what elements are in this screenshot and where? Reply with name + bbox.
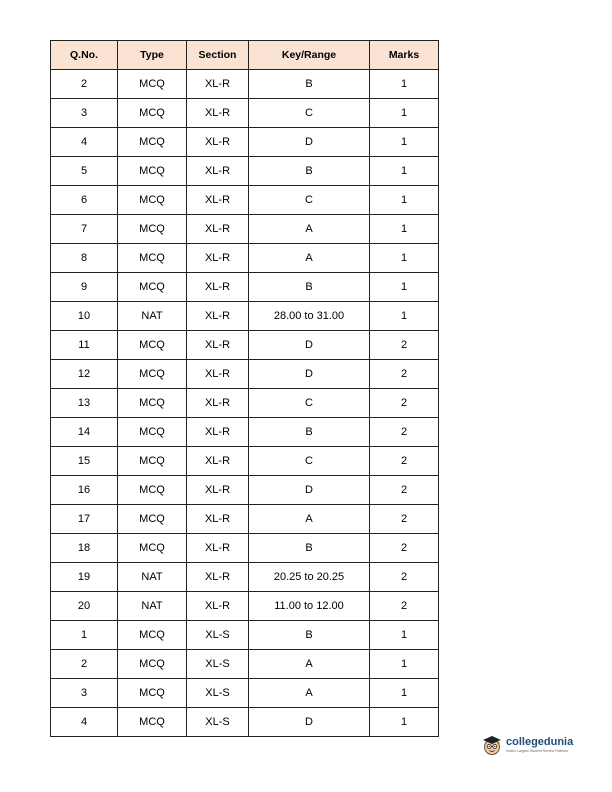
cell-type: MCQ — [118, 679, 187, 708]
table-row — [51, 244, 439, 273]
cell-type: MCQ — [118, 505, 187, 534]
cell-section: XL-R — [187, 215, 249, 244]
cell-section: XL-S — [187, 650, 249, 679]
cell-marks: 2 — [370, 534, 439, 563]
cell-type: MCQ — [118, 157, 187, 186]
cell-marks: 1 — [370, 708, 439, 737]
cell-key-range: D — [249, 476, 370, 505]
header-marks: Marks — [370, 41, 439, 70]
cell-key-range: 20.25 to 20.25 — [249, 563, 370, 592]
cell-type: MCQ — [118, 447, 187, 476]
cell-qno: 4 — [51, 708, 118, 737]
cell-section: XL-R — [187, 447, 249, 476]
cell-section: XL-R — [187, 476, 249, 505]
cell-qno: 14 — [51, 418, 118, 447]
cell-type: MCQ — [118, 244, 187, 273]
cell-type: MCQ — [118, 128, 187, 157]
cell-marks: 2 — [370, 592, 439, 621]
cell-marks: 1 — [370, 302, 439, 331]
collegedunia-logo — [481, 732, 607, 758]
cell-key-range: A — [249, 215, 370, 244]
cell-section: XL-R — [187, 157, 249, 186]
cell-key-range: B — [249, 273, 370, 302]
cell-section: XL-R — [187, 99, 249, 128]
cell-section: XL-R — [187, 389, 249, 418]
cell-qno: 17 — [51, 505, 118, 534]
table-body — [51, 70, 439, 737]
cell-marks: 1 — [370, 186, 439, 215]
cell-section: XL-R — [187, 273, 249, 302]
header-section: Section — [187, 41, 249, 70]
cell-section: XL-R — [187, 592, 249, 621]
cell-section: XL-R — [187, 360, 249, 389]
table-row — [51, 505, 439, 534]
table-row — [51, 534, 439, 563]
cell-marks: 1 — [370, 650, 439, 679]
cell-qno: 20 — [51, 592, 118, 621]
cell-key-range: D — [249, 708, 370, 737]
cell-marks: 1 — [370, 621, 439, 650]
cell-section: XL-R — [187, 186, 249, 215]
cell-marks: 1 — [370, 128, 439, 157]
table-row — [51, 679, 439, 708]
table-row — [51, 360, 439, 389]
table-row — [51, 563, 439, 592]
cell-type: MCQ — [118, 650, 187, 679]
table-row — [51, 215, 439, 244]
cell-qno: 10 — [51, 302, 118, 331]
cell-marks: 1 — [370, 70, 439, 99]
table-row — [51, 273, 439, 302]
cell-marks: 2 — [370, 360, 439, 389]
cell-key-range: C — [249, 99, 370, 128]
cell-marks: 2 — [370, 331, 439, 360]
cell-qno: 2 — [51, 70, 118, 99]
cell-key-range: 28.00 to 31.00 — [249, 302, 370, 331]
header-row — [51, 41, 439, 70]
cell-marks: 1 — [370, 157, 439, 186]
cell-type: MCQ — [118, 70, 187, 99]
cell-section: XL-R — [187, 302, 249, 331]
cell-key-range: D — [249, 128, 370, 157]
cell-qno: 3 — [51, 99, 118, 128]
cell-type: MCQ — [118, 476, 187, 505]
cell-marks: 1 — [370, 679, 439, 708]
cell-section: XL-S — [187, 679, 249, 708]
cell-qno: 6 — [51, 186, 118, 215]
cell-section: XL-S — [187, 708, 249, 737]
cell-qno: 9 — [51, 273, 118, 302]
table-row — [51, 592, 439, 621]
cell-section: XL-R — [187, 563, 249, 592]
cell-key-range: C — [249, 447, 370, 476]
cell-qno: 7 — [51, 215, 118, 244]
table-row — [51, 650, 439, 679]
cell-qno: 15 — [51, 447, 118, 476]
header-qno: Q.No. — [51, 41, 118, 70]
cell-type: NAT — [118, 302, 187, 331]
cell-type: NAT — [118, 592, 187, 621]
cell-section: XL-R — [187, 128, 249, 157]
cell-type: MCQ — [118, 534, 187, 563]
table-row — [51, 447, 439, 476]
cell-qno: 2 — [51, 650, 118, 679]
cell-marks: 2 — [370, 418, 439, 447]
cell-qno: 13 — [51, 389, 118, 418]
cell-key-range: A — [249, 650, 370, 679]
cell-type: MCQ — [118, 273, 187, 302]
cell-marks: 2 — [370, 389, 439, 418]
cell-key-range: D — [249, 331, 370, 360]
brand-tagline: India's Largest Student Review Platform — [506, 748, 569, 753]
cell-qno: 5 — [51, 157, 118, 186]
cell-key-range: D — [249, 360, 370, 389]
cell-marks: 2 — [370, 447, 439, 476]
cell-section: XL-R — [187, 534, 249, 563]
cell-section: XL-R — [187, 505, 249, 534]
cell-key-range: A — [249, 679, 370, 708]
table-row — [51, 476, 439, 505]
cell-qno: 4 — [51, 128, 118, 157]
cell-section: XL-R — [187, 418, 249, 447]
table-row — [51, 302, 439, 331]
cell-qno: 16 — [51, 476, 118, 505]
cell-key-range: C — [249, 389, 370, 418]
cell-type: MCQ — [118, 186, 187, 215]
table-row — [51, 186, 439, 215]
graduate-mascot-icon — [481, 734, 503, 756]
cell-qno: 11 — [51, 331, 118, 360]
table-row — [51, 99, 439, 128]
cell-marks: 2 — [370, 505, 439, 534]
header-key-range: Key/Range — [249, 41, 370, 70]
cell-type: MCQ — [118, 621, 187, 650]
cell-marks: 1 — [370, 244, 439, 273]
cell-type: MCQ — [118, 389, 187, 418]
table-row — [51, 331, 439, 360]
cell-type: MCQ — [118, 99, 187, 128]
cell-key-range: B — [249, 70, 370, 99]
cell-section: XL-R — [187, 244, 249, 273]
cell-type: MCQ — [118, 360, 187, 389]
cell-type: MCQ — [118, 331, 187, 360]
cell-type: MCQ — [118, 418, 187, 447]
cell-type: MCQ — [118, 708, 187, 737]
cell-marks: 1 — [370, 99, 439, 128]
cell-qno: 18 — [51, 534, 118, 563]
cell-marks: 1 — [370, 215, 439, 244]
table-row — [51, 128, 439, 157]
cell-qno: 12 — [51, 360, 118, 389]
cell-key-range: C — [249, 186, 370, 215]
cell-qno: 3 — [51, 679, 118, 708]
cell-marks: 2 — [370, 476, 439, 505]
cell-qno: 8 — [51, 244, 118, 273]
cell-section: XL-S — [187, 621, 249, 650]
cell-key-range: B — [249, 534, 370, 563]
table-row — [51, 389, 439, 418]
table-row — [51, 157, 439, 186]
cell-type: NAT — [118, 563, 187, 592]
answer-key-table — [50, 40, 439, 737]
cell-key-range: 11.00 to 12.00 — [249, 592, 370, 621]
brand-text — [506, 737, 573, 754]
cell-key-range: B — [249, 621, 370, 650]
cell-qno: 1 — [51, 621, 118, 650]
cell-key-range: A — [249, 505, 370, 534]
table-row — [51, 70, 439, 99]
cell-type: MCQ — [118, 215, 187, 244]
table-row — [51, 621, 439, 650]
header-type: Type — [118, 41, 187, 70]
table-row — [51, 708, 439, 737]
cell-key-range: B — [249, 157, 370, 186]
table-header — [51, 41, 439, 70]
cell-section: XL-R — [187, 331, 249, 360]
cell-key-range: A — [249, 244, 370, 273]
cell-qno: 19 — [51, 563, 118, 592]
cell-marks: 1 — [370, 273, 439, 302]
brand-name: collegedunia — [506, 735, 574, 748]
cell-key-range: B — [249, 418, 370, 447]
cell-section: XL-R — [187, 70, 249, 99]
table-row — [51, 418, 439, 447]
cell-marks: 2 — [370, 563, 439, 592]
